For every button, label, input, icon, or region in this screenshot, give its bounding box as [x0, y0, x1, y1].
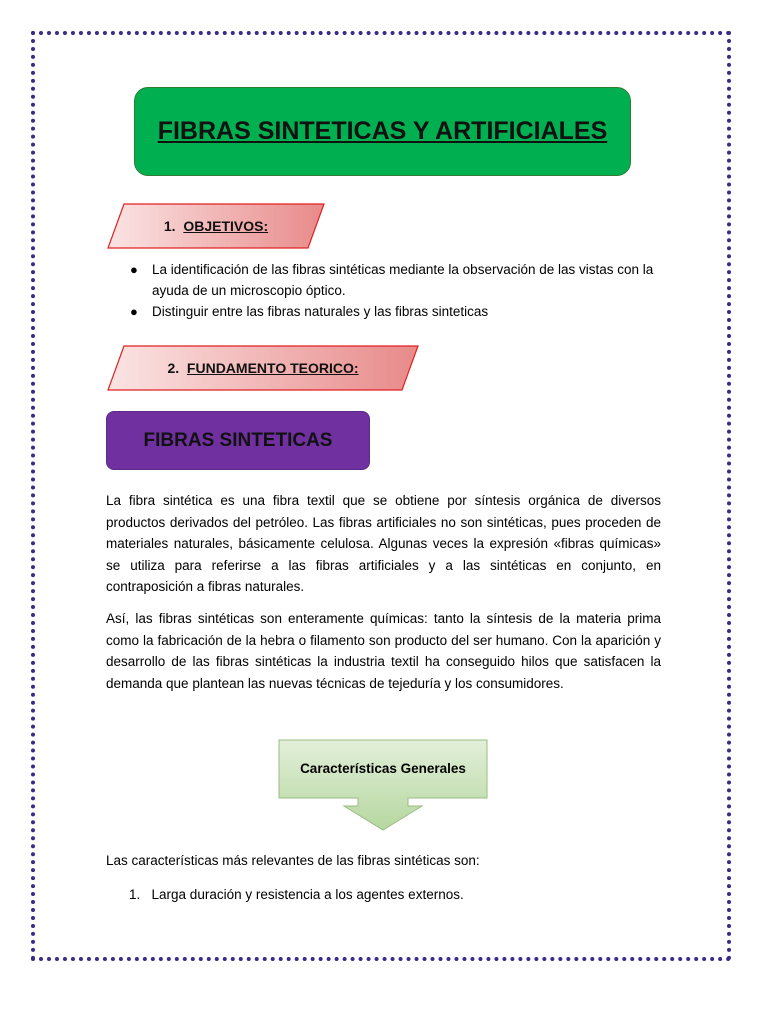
- section-label: FUNDAMENTO TEORICO:: [186, 360, 359, 376]
- paragraph: La fibra sintética es una fibra textil que se obtiene por síntesis orgánica de diversos productos derivados del petróleo. Las fibras artificiales no son sintéticas, pues proceden de materiales naturales, básicamente celulosa. Algunas veces la expresión «fibras químicas» se utiliza para referirse a las fibras artificiales y a las sintéticas en conjunto, en contraposición a fibras naturales.: [106, 493, 661, 595]
- list-item-text: Larga duración y resistencia a los agentes externos.: [151, 887, 464, 902]
- callout-label: Características Generales: [300, 761, 466, 776]
- section-title-objetivos: [164, 218, 268, 234]
- intro-text: Las características más relevantes de las fibras sintéticas son:: [106, 853, 480, 868]
- subheading: FIBRAS SINTETICAS: [143, 429, 333, 451]
- list-item-text: Distinguir entre las fibras naturales y las fibras sinteticas: [152, 304, 489, 319]
- objectives-list: [130, 259, 675, 322]
- list-number: 1.: [129, 887, 141, 902]
- list-item: [130, 301, 675, 322]
- list-item-text: La identificación de las fibras sintéticas mediante la observación de las vistas con la ayuda de un microscopio óptico.: [152, 262, 654, 298]
- callout-arrow: [278, 739, 490, 838]
- section-label: OBJETIVOS:: [183, 218, 269, 234]
- list-item: [129, 885, 464, 905]
- section-banner-fundamento: [107, 345, 419, 391]
- section-number: 2.: [167, 360, 180, 376]
- section-banner-objetivos: [107, 203, 325, 249]
- subheading-box: [106, 411, 370, 470]
- paragraph: Así, las fibras sintéticas son enteramente químicas: tanto la síntesis de la materia prima como la fabricación de la hebra o filamento son producto del ser humano. Con la aparición y desarrollo de las fibras sintéticas la industria textil ha conseguido hilos que satisfacen la demanda que plantean las nuevas técnicas de tejeduría y los consumidores.: [106, 611, 661, 691]
- page-title: FIBRAS SINTETICAS Y ARTIFICIALES: [157, 117, 608, 145]
- list-item: [130, 259, 675, 301]
- section-title-fundamento: [167, 360, 358, 376]
- bullet-icon: ●: [130, 262, 138, 277]
- bullet-icon: ●: [130, 304, 138, 319]
- title-box: [134, 87, 631, 176]
- section-number: 1.: [163, 218, 176, 234]
